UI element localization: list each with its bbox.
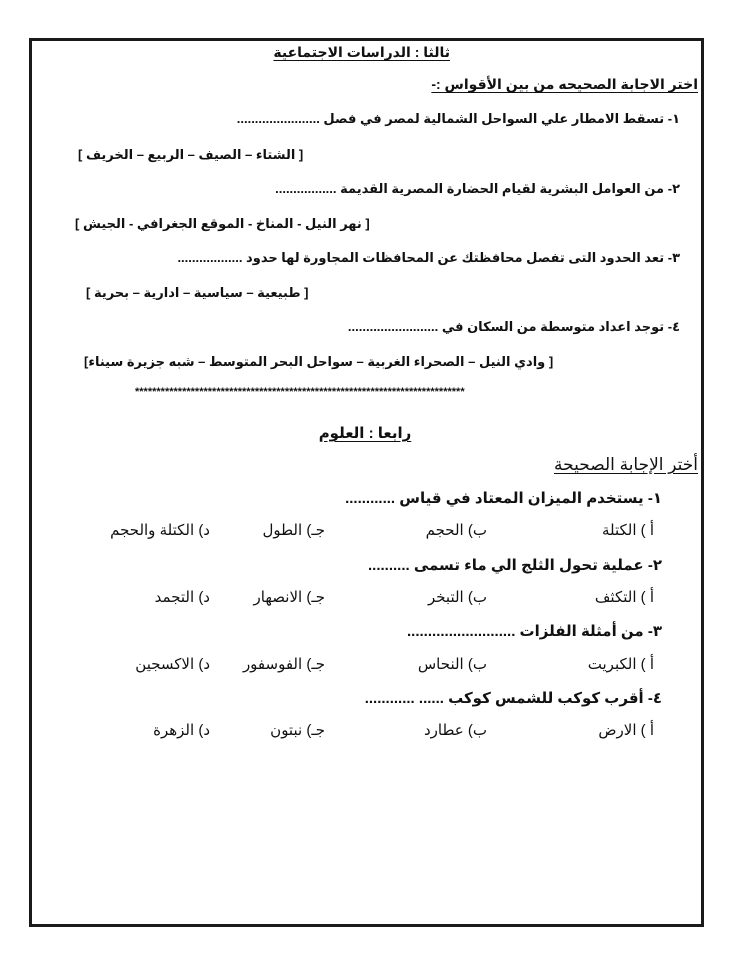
section-title-social-studies: ثالثا : الدراسات الاجتماعية [273, 44, 450, 60]
q2-option-a: أ ) التكثف [594, 589, 654, 606]
social-studies-instruction: اختر الاجابة الصحيحه من بين الأقواس :- [431, 76, 698, 92]
q3-option-c: جـ) الفوسفور [242, 656, 325, 673]
science-question-3: ٣- من أمثلة الفلزات .......................... [407, 623, 662, 640]
q4-option-b: ب) عطارد [423, 722, 487, 739]
section-title-science: رابعا : العلوم [318, 425, 412, 442]
science-question-4: ٤- أقرب كوكب للشمس كوكب ...... ............ [364, 690, 662, 707]
social-question-1: ١- تسقط الامطار علي السواحل الشمالية لمصر في فصل ....................... [236, 111, 680, 126]
q3-option-b: ب) النحاس [417, 656, 487, 673]
q1-option-d: د) الكتلة والحجم [110, 522, 210, 539]
social-question-2: ٢- من العوامل البشرية لقيام الحضارة المصرية القديمة ................. [275, 181, 680, 196]
q1-option-b: ب) الحجم [425, 522, 487, 539]
social-choices-2: [ نهر النيل - المناخ - الموقع الجغرافي - الجيش ] [75, 216, 370, 231]
social-choices-3: [ طبيعية – سياسية – ادارية – بحرية ] [86, 285, 309, 300]
social-question-3: ٣- تعد الحدود التى تفصل محافظتك عن المحافظات المجاورة لها حدود .................. [177, 250, 680, 265]
section-separator: ***************************************************************************** [135, 386, 465, 398]
q2-option-c: جـ) الانصهار [253, 589, 325, 606]
q4-option-c: جـ) نبتون [270, 722, 325, 739]
page-border [29, 38, 704, 927]
q4-option-a: أ ) الارض [598, 722, 654, 739]
science-instruction: أختر الإجابة الصحيحة [554, 455, 698, 474]
q3-option-d: د) الاكسجين [135, 656, 210, 673]
social-choices-4: [ وادي النيل – الصحراء الغربية – سواحل البحر المتوسط – شبه جزيرة سيناء] [84, 354, 554, 369]
q4-option-d: د) الزهرة [153, 722, 210, 739]
science-question-1: ١- يستخدم الميزان المعتاد في قياس ............ [345, 490, 662, 507]
q2-option-b: ب) التبخر [427, 589, 487, 606]
q1-option-c: جـ) الطول [262, 522, 325, 539]
science-question-2: ٢- عملية تحول الثلج الي ماء تسمى .......... [367, 557, 662, 574]
social-choices-1: [ الشتاء – الصيف – الربيع – الخريف ] [78, 147, 304, 162]
social-question-4: ٤- توجد اعداد متوسطة من السكان في ......................... [347, 319, 680, 334]
q1-option-a: أ ) الكتلة [601, 522, 654, 539]
q3-option-a: أ ) الكبريت [587, 656, 654, 673]
q2-option-d: د) التجمد [154, 589, 210, 606]
